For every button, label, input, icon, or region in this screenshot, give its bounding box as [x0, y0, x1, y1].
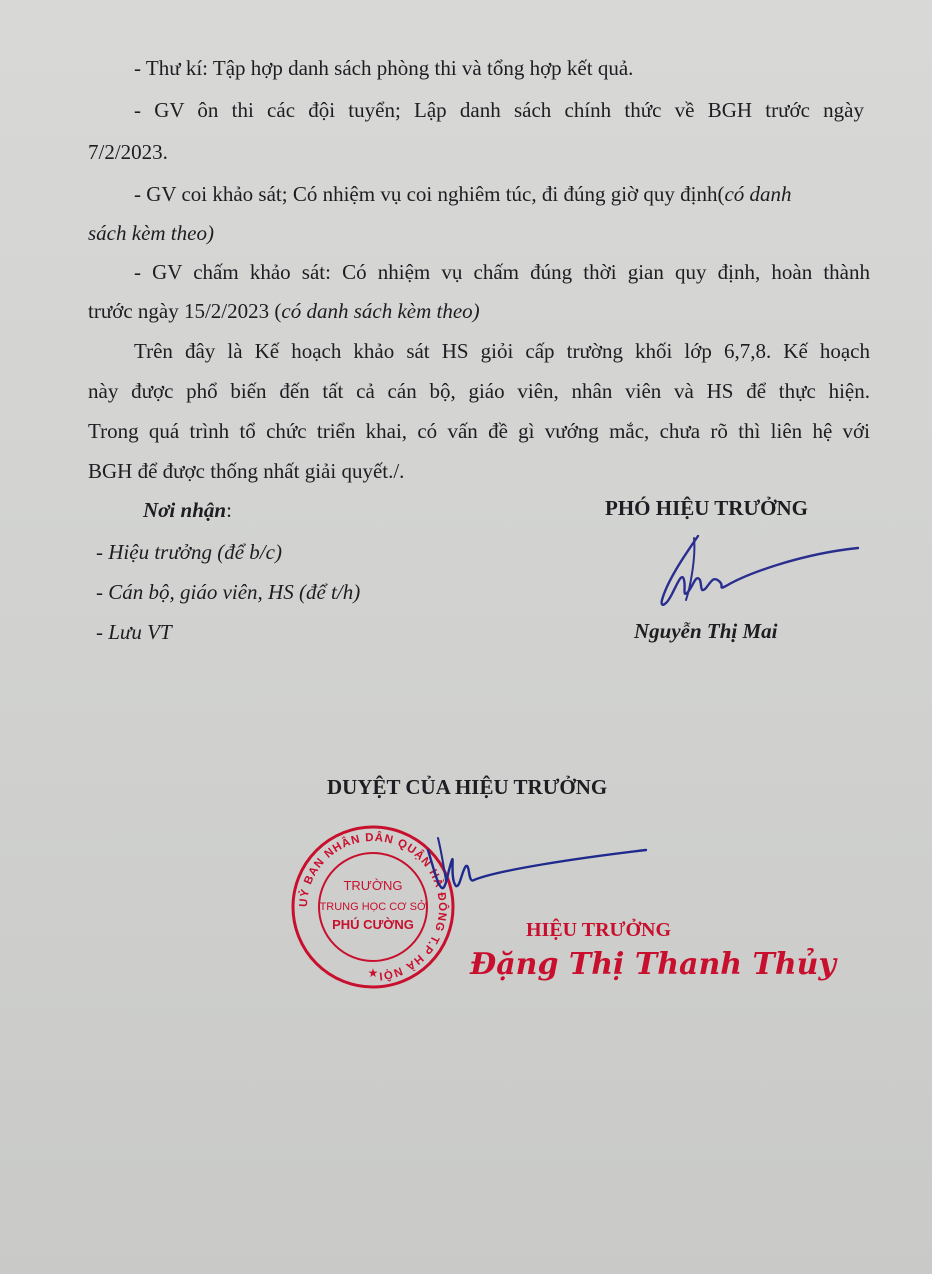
approval-heading: DUYỆT CỦA HIỆU TRƯỞNG [327, 775, 608, 799]
closing-line-4: BGH để được thống nhất giải quyết./. [88, 459, 405, 483]
vice-principal-signature [650, 528, 870, 618]
duty-grader-line-1: - GV chấm khảo sát: Có nhiệm vụ chấm đúng thời gian quy định, hoàn thành [134, 260, 870, 284]
duty-invigilator-line-2: sách kèm theo) [88, 221, 214, 245]
duty-teachers-line-2: 7/2/2023. [88, 140, 168, 164]
closing-line-2: này được phổ biến đến tất cả cán bộ, giáo viên, nhân viên và HS để thực hiện. [88, 379, 870, 403]
closing-line-3: Trong quá trình tổ chức triển khai, có vấn đề gì vướng mắc, chưa rõ thì liên hệ với [88, 419, 870, 443]
duty-grader-line-2: trước ngày 15/2/2023 (có danh sách kèm theo) [88, 299, 480, 323]
recipients-label: Nơi nhận: [143, 498, 232, 522]
vice-principal-title: PHÓ HIỆU TRƯỞNG [605, 496, 809, 520]
duty-secretary: - Thư kí: Tập hợp danh sách phòng thi và tổng hợp kết quả. [134, 56, 634, 80]
svg-text:★: ★ [367, 966, 379, 980]
svg-text:PHÚ CƯỜNG: PHÚ CƯỜNG [332, 917, 414, 932]
duty-teachers-line-1: - GV ôn thi các đội tuyển; Lập danh sách chính thức về BGH trước ngày [134, 98, 864, 122]
svg-text:UỶ BAN NHÂN DÂN QUẬN HÀ ĐÔNG T: UỶ BAN NHÂN DÂN QUẬN HÀ ĐÔNG T.P HÀ NỘI [297, 831, 449, 982]
recipient-item: - Hiệu trưởng (để b/c) [96, 540, 282, 564]
closing-line-1: Trên đây là Kế hoạch khảo sát HS giỏi cấp trường khối lớp 6,7,8. Kế hoạch [134, 339, 870, 363]
principal-signature [398, 830, 658, 910]
duty-invigilator-line-1: - GV coi khảo sát; Có nhiệm vụ coi nghiêm túc, đi đúng giờ quy định(có danh [134, 182, 792, 206]
principal-title: HIỆU TRƯỞNG [526, 919, 672, 941]
recipient-item: - Lưu VT [96, 620, 172, 644]
principal-name: Đặng Thị Thanh Thủy [470, 947, 836, 982]
vice-principal-name: Nguyễn Thị Mai [634, 619, 778, 643]
svg-text:TRUNG HỌC CƠ SỞ: TRUNG HỌC CƠ SỞ [319, 901, 427, 913]
recipient-item: - Cán bộ, giáo viên, HS (để t/h) [96, 580, 361, 604]
svg-text:TRƯỜNG: TRƯỜNG [343, 878, 403, 893]
